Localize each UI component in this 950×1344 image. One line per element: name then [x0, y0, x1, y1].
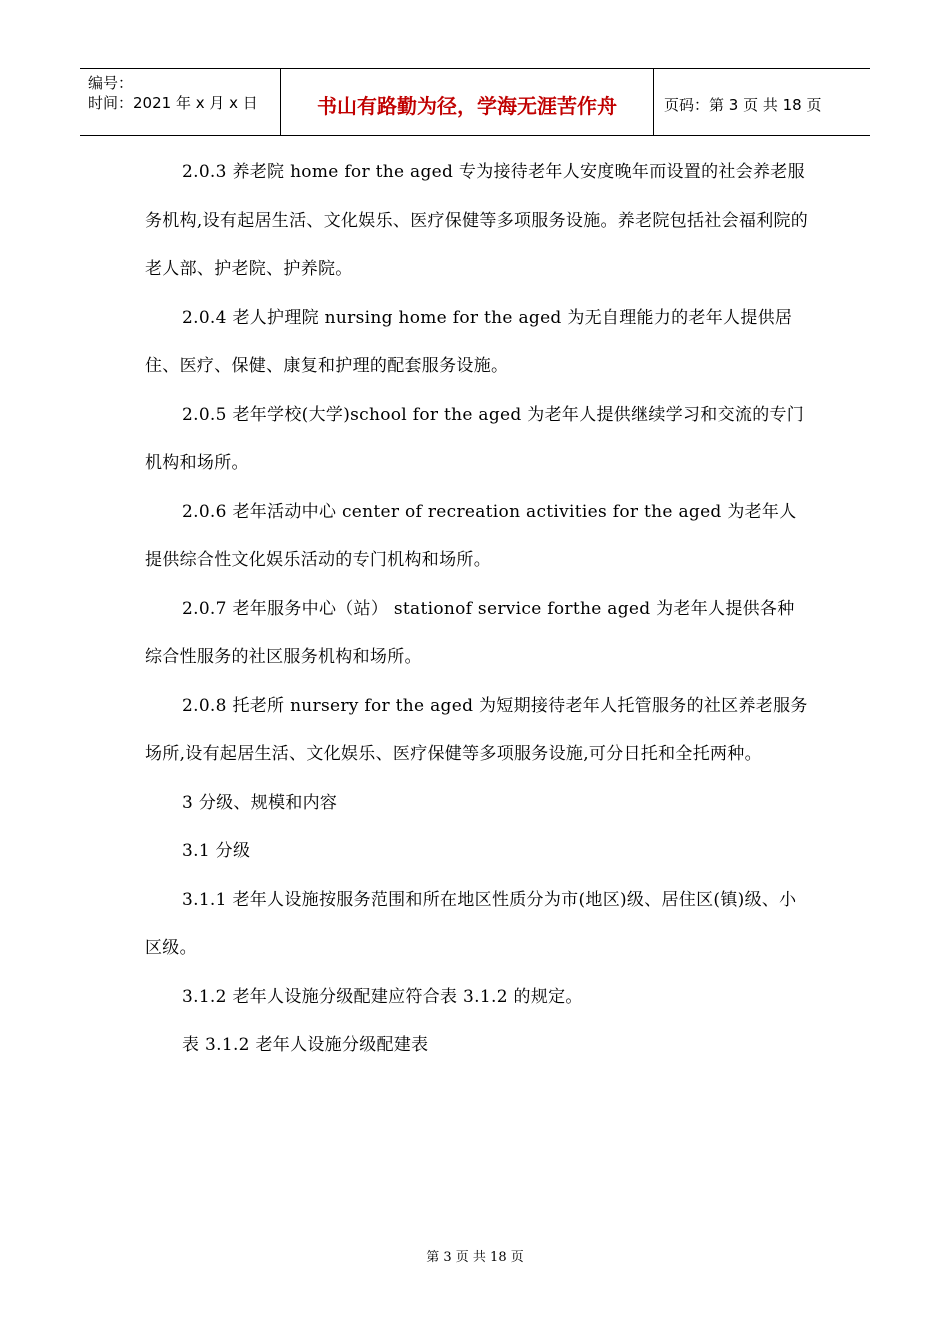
paragraph: 3.1.2 老年人设施分级配建应符合表 3.1.2 的规定。	[182, 986, 583, 1007]
paragraph: 2.0.7 老年服务中心（站） stationof service forthe aged 为老年人提供各种综合性服务的社区服务机构和场所。	[145, 598, 795, 667]
paragraph: 2.0.3 养老院 home for the aged 专为接待老年人安度晚年而设置的社会养老服务机构,设有起居生活、文化娱乐、医疗保健等多项服务设施。养老院包括社会福利院的老人部、护老院、护养院。	[145, 162, 809, 279]
paragraph: 2.0.5 老年学校(大学)school for the aged 为老年人提供继续学习和交流的专门机构和场所。	[145, 404, 805, 473]
paragraph: 2.0.6 老年活动中心 center of recreation activities for the aged 为老年人提供综合性文化娱乐活动的专门机构和场所。	[145, 501, 797, 570]
document-body	[145, 148, 810, 1070]
table-caption: 表 3.1.2 老年人设施分级配建表	[182, 1035, 429, 1055]
document-date: 时间：2021 年 x 月 x 日	[88, 94, 258, 112]
page-footer: 第 3 页 共 18 页	[426, 1250, 524, 1265]
subsection-heading: 3.1 分级	[182, 841, 251, 861]
header-motto: 书山有路勤为径，学海无涯苦作舟	[281, 69, 654, 135]
header-meta	[80, 69, 281, 135]
page-header	[80, 68, 870, 136]
document-number-label: 编号：	[88, 74, 134, 92]
paragraph: 3.1.1 老年人设施按服务范围和所在地区性质分为市(地区)级、居住区(镇)级、小区级。	[145, 889, 797, 958]
paragraph: 2.0.8 托老所 nursery for the aged 为短期接待老年人托管服务的社区养老服务场所,设有起居生活、文化娱乐、医疗保健等多项服务设施,可分日托和全托两种。	[145, 695, 808, 764]
header-page-info: 页码：第 3 页 共 18 页	[664, 95, 822, 114]
section-heading: 3 分级、规模和内容	[182, 792, 338, 813]
paragraph: 2.0.4 老人护理院 nursing home for the aged 为无自理能力的老年人提供居住、医疗、保健、康复和护理的配套服务设施。	[145, 307, 793, 376]
